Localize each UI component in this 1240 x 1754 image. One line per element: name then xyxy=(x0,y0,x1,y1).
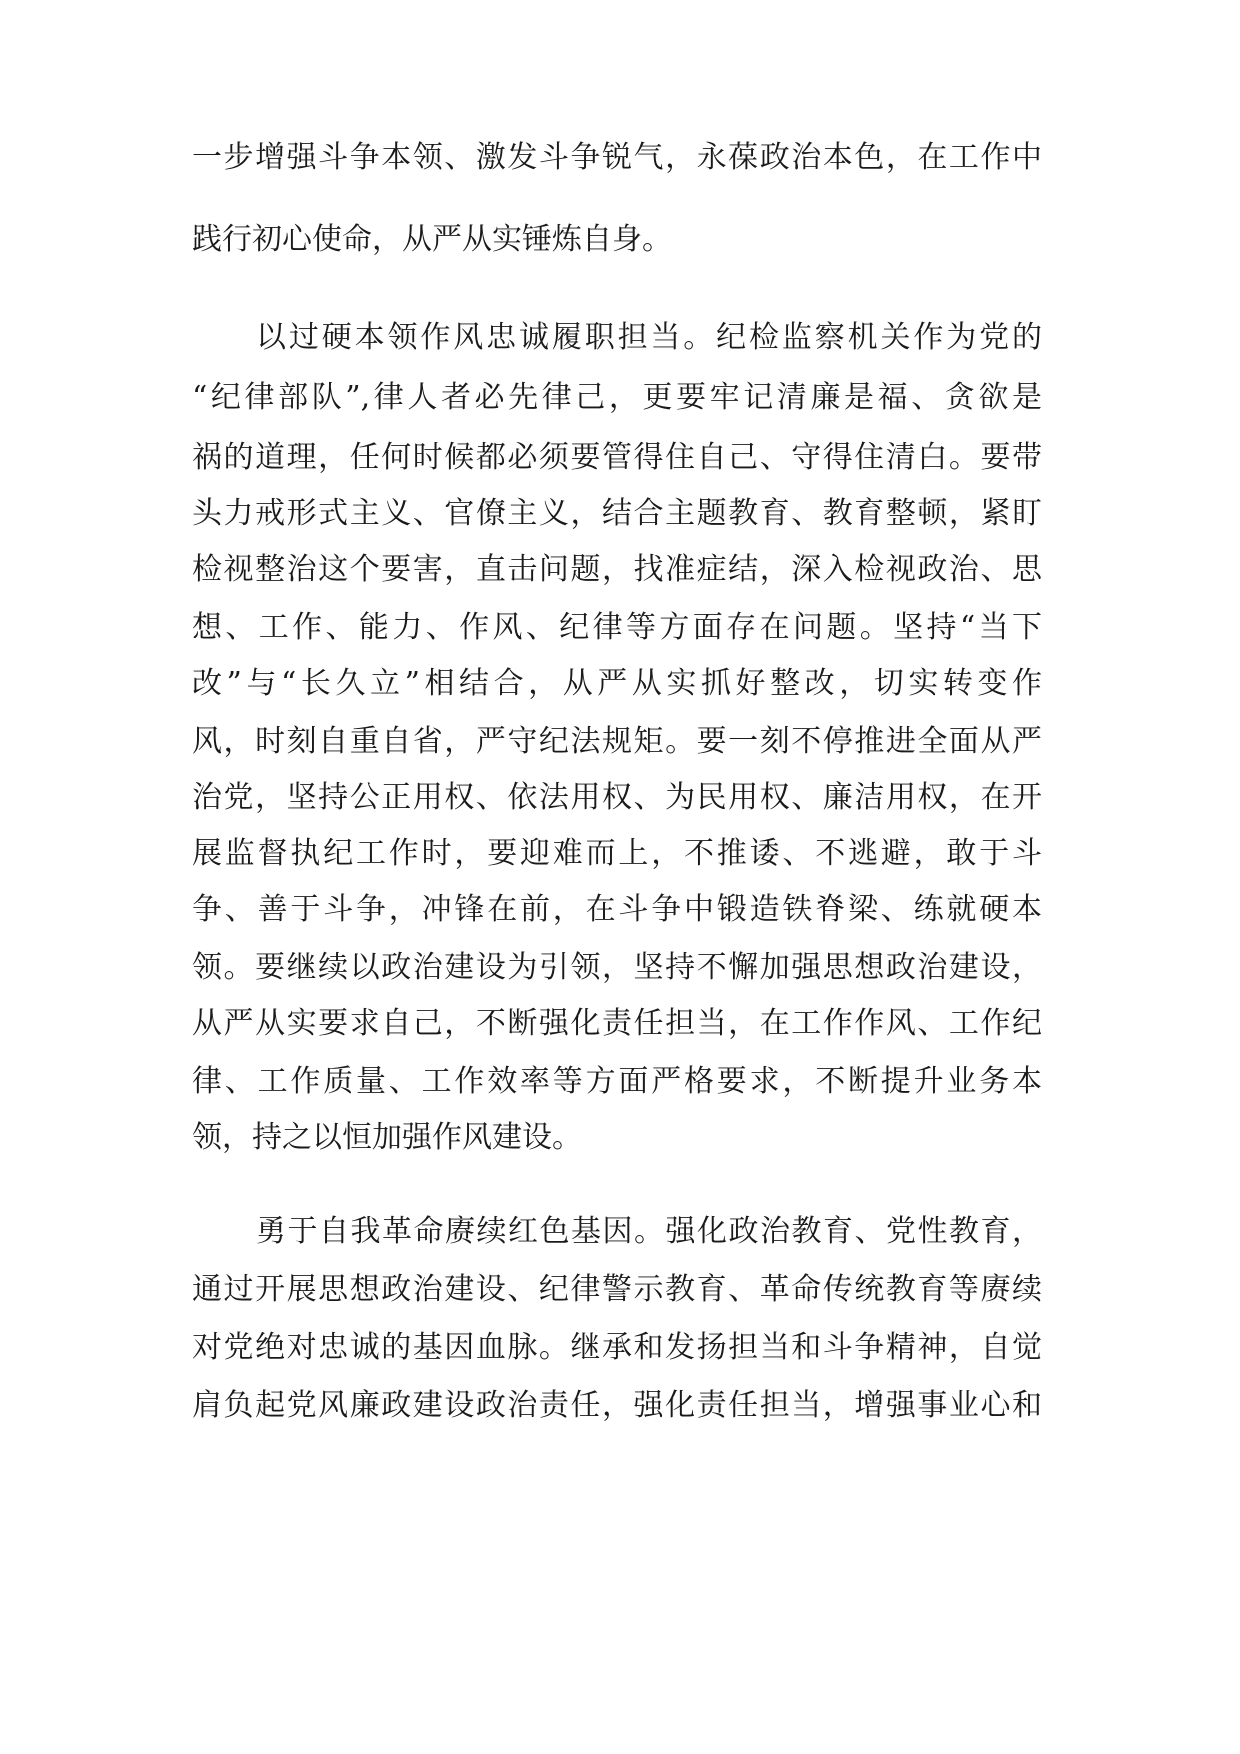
text-line-16: 律、工作质量、工作效率等方面严格要求，不断提升业务本 xyxy=(192,1064,1042,1099)
text-line-5: 祸的道理，任何时候都必须要管得住自己、守得住清白。要带 xyxy=(192,440,1042,475)
text-line-8: 想、工作、能力、作风、纪律等方面存在问题。坚持“当下 xyxy=(192,610,1042,645)
text-line-17: 领，持之以恒加强作风建设。 xyxy=(192,1120,582,1155)
text-line-7: 检视整治这个要害，直击问题，找准症结，深入检视政治、思 xyxy=(192,552,1042,587)
text-line-21: 肩负起党风廉政建设政治责任，强化责任担当，增强事业心和 xyxy=(192,1388,1042,1423)
text-line-1: 一步增强斗争本领、激发斗争锐气，永葆政治本色，在工作中 xyxy=(192,140,1042,175)
text-line-6: 头力戒形式主义、官僚主义，结合主题教育、教育整顿，紧盯 xyxy=(192,496,1042,531)
text-line-14: 领。要继续以政治建设为引领，坚持不懈加强思想政治建设， xyxy=(192,950,1042,985)
paragraph-3-first-line: 勇于自我革命赓续红色基因。强化政治教育、党性教育， xyxy=(256,1214,1042,1249)
text-line-4: “纪律部队”,律人者必先律己，更要牢记清廉是福、贪欲是 xyxy=(192,380,1042,415)
text-line-10: 风，时刻自重自省，严守纪法规矩。要一刻不停推进全面从严 xyxy=(192,724,1042,759)
text-line-13: 争、善于斗争，冲锋在前，在斗争中锻造铁脊梁、练就硬本 xyxy=(192,892,1042,927)
text-line-9: 改”与“长久立”相结合，从严从实抓好整改，切实转变作 xyxy=(192,666,1042,701)
paragraph-2-first-line: 以过硬本领作风忠诚履职担当。纪检监察机关作为党的 xyxy=(256,320,1042,355)
text-line-15: 从严从实要求自己，不断强化责任担当，在工作作风、工作纪 xyxy=(192,1006,1042,1041)
text-line-2: 践行初心使命，从严从实锤炼自身。 xyxy=(192,222,672,257)
text-line-11: 治党，坚持公正用权、依法用权、为民用权、廉洁用权，在开 xyxy=(192,780,1042,815)
text-line-12: 展监督执纪工作时，要迎难而上，不推诿、不逃避，敢于斗 xyxy=(192,836,1042,871)
text-line-20: 对党绝对忠诚的基因血脉。继承和发扬担当和斗争精神，自觉 xyxy=(192,1330,1042,1365)
text-line-19: 通过开展思想政治建设、纪律警示教育、革命传统教育等赓续 xyxy=(192,1272,1042,1307)
